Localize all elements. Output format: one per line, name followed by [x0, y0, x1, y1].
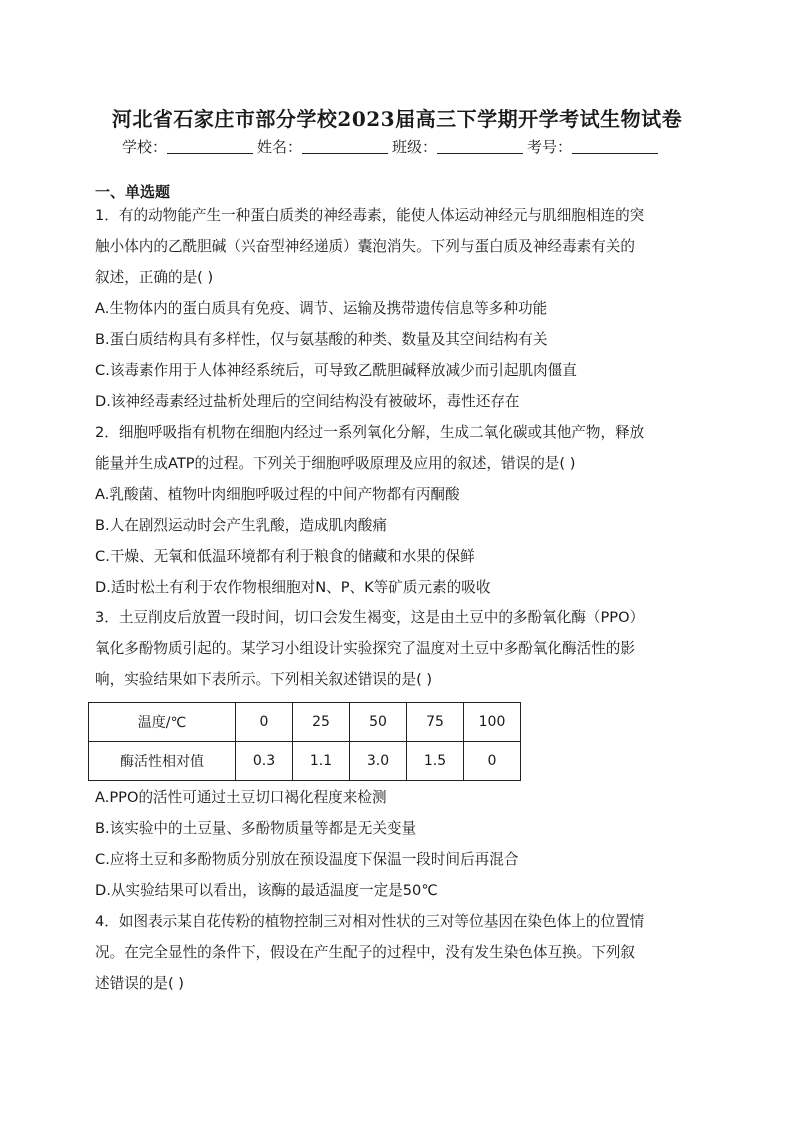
- number-label: 考号：: [527, 138, 573, 156]
- question-2-option-a: A.乳酸菌、植物叶肉细胞呼吸过程的中间产物都有丙酮酸: [95, 486, 460, 503]
- table-cell: 1.5: [407, 742, 464, 781]
- question-1-option-b: B.蛋白质结构具有多样性，仅与氨基酸的种类、数量及其空间结构有关: [95, 331, 548, 348]
- student-info-row: [122, 136, 682, 157]
- question-3-option-d: D.从实验结果可以看出，该酶的最适温度一定是50℃: [95, 882, 438, 899]
- question-3-option-b: B.该实验中的土豆量、多酚物质量等都是无关变量: [95, 820, 417, 837]
- section-heading: 一、单选题: [95, 183, 171, 201]
- question-2-option-c: C.干燥、无氧和低温环境都有利于粮食的储藏和水果的保鲜: [95, 548, 475, 565]
- question-2-option-b: B.人在剧烈运动时会产生乳酸，造成肌肉酸痛: [95, 517, 387, 534]
- question-3-stem-line: 响，实验结果如下表所示。下列相关叙述错误的是( ): [95, 671, 433, 688]
- school-blank[interactable]: [167, 139, 253, 154]
- question-1-stem-line: 1．有的动物能产生一种蛋白质类的神经毒素，能使人体运动神经元与肌细胞相连的突: [95, 207, 645, 224]
- table-cell: 75: [407, 703, 464, 742]
- name-blank[interactable]: [302, 139, 388, 154]
- question-2-stem-line: 能量并生成ATP的过程。下列关于细胞呼吸原理及应用的叙述，错误的是( ): [95, 455, 576, 472]
- table-cell: 0: [464, 742, 521, 781]
- table-row: [89, 703, 521, 742]
- table-cell: 50: [350, 703, 407, 742]
- question-4-stem-line: 4．如图表示某自花传粉的植物控制三对相对性状的三对等位基因在染色体上的位置情: [95, 913, 645, 930]
- table-cell: 3.0: [350, 742, 407, 781]
- table-row: [89, 742, 521, 781]
- question-4-stem-line: 述错误的是( ): [95, 975, 184, 992]
- table-cell: 1.1: [293, 742, 350, 781]
- question-1: [95, 200, 700, 417]
- question-3-option-c: C.应将土豆和多酚物质分别放在预设温度下保温一段时间后再混合: [95, 851, 519, 868]
- class-label: 班级：: [392, 138, 438, 156]
- question-1-stem-line: 触小体内的乙酰胆碱（兴奋型神经递质）囊泡消失。下列与蛋白质及神经毒素有关的: [95, 238, 635, 255]
- table-cell: 25: [293, 703, 350, 742]
- enzyme-activity-table: [88, 702, 521, 781]
- question-2-stem-line: 2．细胞呼吸指有机物在细胞内经过一系列氧化分解，生成二氧化碳或其他产物，释放: [95, 424, 645, 441]
- table-cell: 0.3: [236, 742, 293, 781]
- page-title: 河北省石家庄市部分学校2023届高三下学期开学考试生物试卷: [111, 107, 683, 131]
- school-label: 学校：: [122, 138, 168, 156]
- question-2-option-d: D.适时松土有利于农作物根细胞对N、P、K等矿质元素的吸收: [95, 579, 491, 596]
- table-row-header: 酶活性相对值: [89, 742, 236, 781]
- question-4: [95, 906, 700, 999]
- name-label: 姓名：: [257, 138, 303, 156]
- question-3-stem-line: 氧化多酚物质引起的。某学习小组设计实验探究了温度对土豆中多酚氧化酶活性的影: [95, 640, 635, 657]
- question-2: [95, 417, 700, 603]
- table-cell: 100: [464, 703, 521, 742]
- question-1-option-c: C.该毒素作用于人体神经系统后，可导致乙酰胆碱释放减少而引起肌肉僵直: [95, 362, 577, 379]
- question-1-option-a: A.生物体内的蛋白质具有免疫、调节、运输及携带遗传信息等多种功能: [95, 300, 548, 317]
- question-3: [95, 602, 700, 695]
- question-3-stem-line: 3．土豆削皮后放置一段时间，切口会发生褐变，这是由土豆中的多酚氧化酶（PPO）: [95, 609, 645, 626]
- question-1-stem-line: 叙述，正确的是( ): [95, 269, 214, 286]
- question-1-option-d: D.该神经毒素经过盐析处理后的空间结构没有被破坏，毒性还存在: [95, 393, 520, 410]
- question-3-options: [95, 782, 700, 906]
- question-4-stem-line: 况。在完全显性的条件下，假设在产生配子的过程中，没有发生染色体互换。下列叙: [95, 944, 635, 961]
- class-blank[interactable]: [437, 139, 523, 154]
- table-cell: 0: [236, 703, 293, 742]
- table-row-header: 温度/℃: [89, 703, 236, 742]
- question-3-option-a: A.PPO的活性可通过土豆切口褐化程度来检测: [95, 789, 387, 806]
- number-blank[interactable]: [572, 139, 658, 154]
